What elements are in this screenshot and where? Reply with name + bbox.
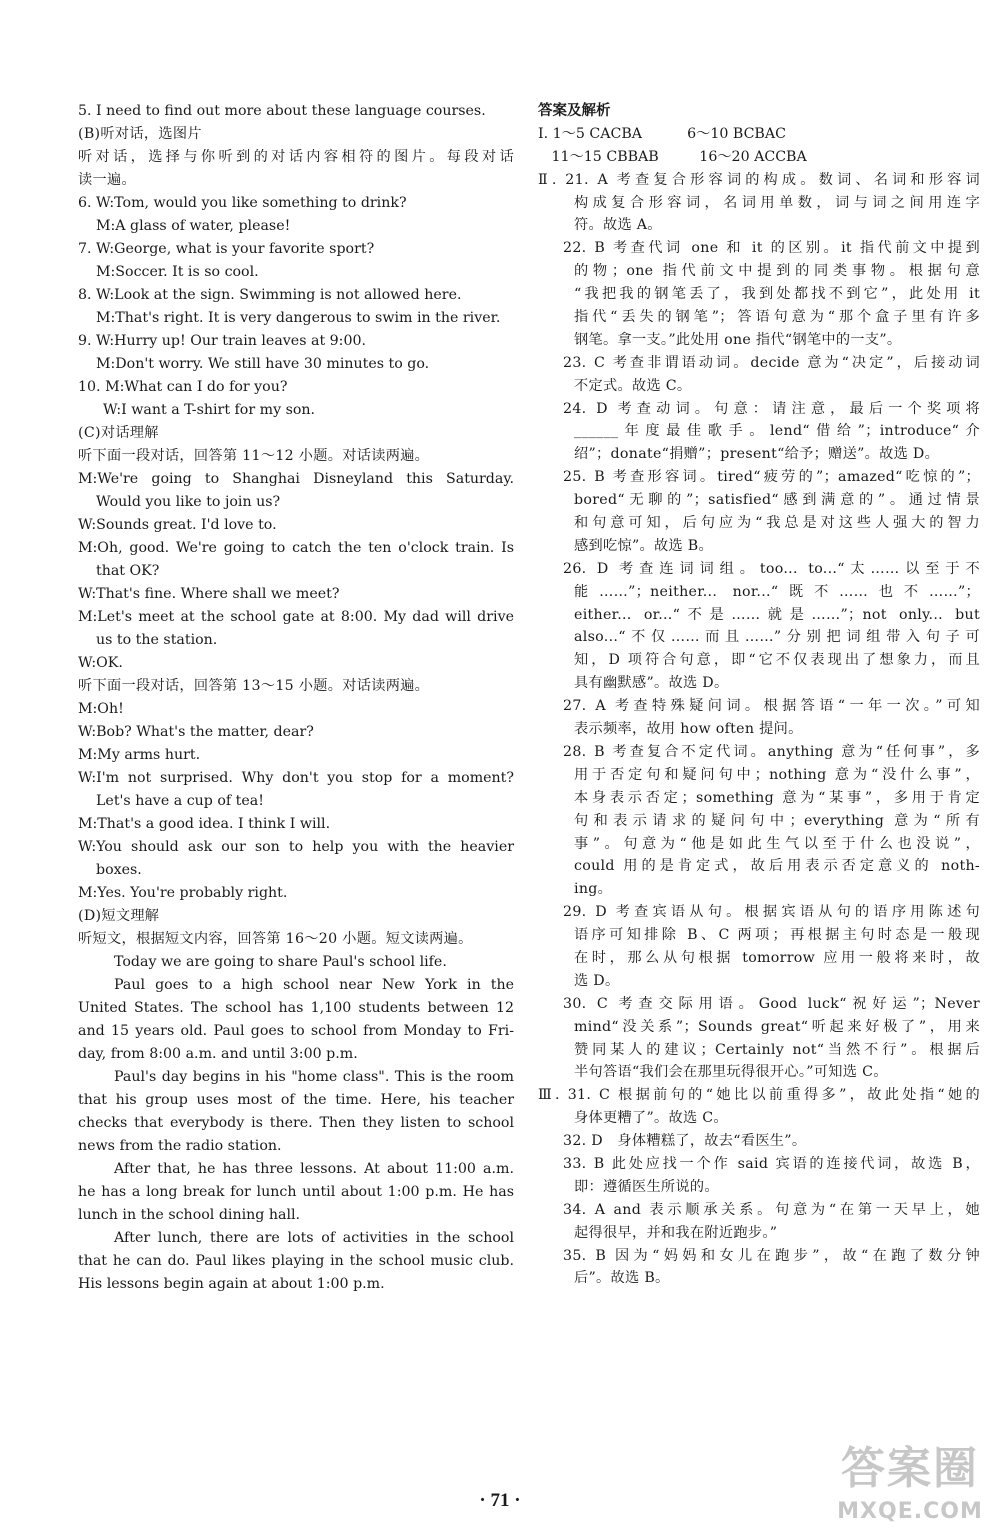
text-line: 事”。句意为“他是如此生气以至于什么也没说”，	[574, 835, 980, 852]
text-line: 能……”；neither... nor...“既不……也不……”；	[574, 583, 980, 600]
text-line: United States. The school has 1,100 students between 12	[78, 1000, 514, 1016]
text-line: checks that everybody is there. Then they listen to school	[78, 1115, 514, 1131]
text-line: 的物；one 指代前文中提到的同类事物。根据句意	[574, 263, 980, 280]
text-line: M:Oh!	[78, 701, 124, 717]
text-line: 8. W:Look at the sign. Swimming is not allowed here.	[78, 287, 462, 303]
text-line: 24. D 考查动词。句意：请注意，最后一个奖项将	[563, 400, 980, 417]
text-line: 具有幽默感”。故选 D。	[574, 675, 729, 692]
text-line: M:We're going to Shanghai Disneyland this Saturday.	[78, 471, 514, 487]
watermark-url-text: MXQE.COM	[837, 1499, 983, 1524]
text-line: W:I want a T-shirt for my son.	[103, 402, 316, 418]
text-line: also...“不仅……而且……”分别把词组带入句子可	[574, 629, 980, 646]
text-line: 23. C 考查非谓语动词。decide 意为“决定”，后接动词	[563, 354, 980, 371]
text-line: W:Bob? What's the matter, dear?	[78, 724, 314, 740]
text-line: Ⅰ. 1～5 CACBA 6～10 BCBAC	[538, 125, 786, 142]
text-line: bored“无聊的”；satisfied“感到满意的”。通过情景	[574, 492, 980, 509]
text-line: 绍”；donate“捐赠”；present“给予；赠送”。故选 D。	[574, 446, 940, 463]
text-line: 听短文，根据短文内容，回答第 16～20 小题。短文读两遍。	[78, 931, 473, 947]
text-line: 10. M:What can I do for you?	[78, 379, 288, 395]
text-line: and 15 years old. Paul goes to school from Monday to Fri-	[78, 1023, 514, 1039]
text-line: (D)短文理解	[78, 908, 160, 924]
text-line: boxes.	[96, 862, 142, 878]
text-line: M:A glass of water, please!	[96, 218, 291, 234]
text-line: M:Oh, good. We're going to catch the ten o'clock train. Is	[78, 540, 514, 556]
text-line: (B)听对话，选图片	[78, 126, 202, 142]
text-line: M:Yes. You're probably right.	[78, 885, 288, 901]
text-line: 22. B 考查代词 one 和 it 的区别。it 指代前文中提到	[563, 240, 980, 257]
text-line: he has a long break for lunch until about 1:00 p.m. He has	[78, 1184, 514, 1200]
text-line: 30. C 考查交际用语。Good luck“祝好运”；Never	[563, 995, 980, 1012]
text-line: 11～15 CBBAB 16～20 ACCBA	[538, 148, 807, 165]
text-line: 半句答语“我们会在那里玩得很开心。”可知选 C。	[574, 1064, 888, 1081]
text-line: 35. B 因为“妈妈和女儿在跑步”，故“在跑了数分钟	[563, 1247, 980, 1264]
text-line: Ⅱ. 21. A 考查复合形容词的构成。数词、名词和形容词	[538, 171, 980, 188]
text-line: ______年度最佳歌手。lend“借给”；introduce“介	[574, 423, 980, 440]
text-line: that OK?	[96, 563, 160, 579]
text-line: that his group uses most of the time. Here, his teacher	[78, 1092, 514, 1108]
text-line: 32. D 身体糟糕了，故去“看医生”。	[563, 1133, 807, 1150]
text-line: 选 D。	[574, 972, 620, 989]
text-line: news from the radio station.	[78, 1138, 282, 1154]
text-line: 和句意可知，后句应为“我总是对这些人强大的智力	[574, 515, 980, 532]
text-line: 句和表示请求的疑问句中；everything 意为“所有	[574, 812, 980, 829]
text-line: 28. B 考查复合不定代词。anything 意为“任何事”，多	[563, 743, 980, 760]
text-line: M:Don't worry. We still have 30 minutes to go.	[96, 356, 430, 372]
text-line: 构成复合形容词，名词用单数，词与词之间用连字	[574, 194, 980, 211]
text-line: W:I'm not surprised. Why don't you stop for a moment?	[78, 770, 514, 786]
text-line: 指代“丢失的钢笔”；答语句意为“那个盒子里有许多	[574, 309, 980, 326]
text-line: (C)对话理解	[78, 425, 159, 441]
text-line: W:Sounds great. I'd love to.	[78, 517, 277, 533]
text-line: lunch in the school dining hall.	[78, 1207, 301, 1223]
text-line: 听下面一段对话，回答第 11～12 小题。对话读两遍。	[78, 448, 430, 464]
text-line: 用于否定句和疑问句中；nothing 意为“没什么事”，	[574, 766, 980, 783]
text-line: 语序可知排除 B、C 两项；再根据主句时态是一般现	[574, 927, 980, 944]
text-line: 5. I need to find out more about these language courses.	[78, 103, 486, 119]
text-line: 感到吃惊”。故选 B。	[574, 537, 713, 554]
text-line: 钢笔。拿一支。”此处用 one 指代“钢笔中的一支”。	[574, 331, 902, 348]
text-line: Paul's day begins in his "home class". This is the room	[114, 1069, 514, 1085]
text-line: 听下面一段对话，回答第 13～15 小题。对话读两遍。	[78, 678, 430, 694]
text-line: ing。	[574, 881, 613, 898]
text-line: 27. A 考查特殊疑问词。根据答语“一年一次。”可知	[563, 698, 980, 715]
text-line: Ⅲ. 31. C 根据前句的“她比以前重得多”，故此处指“她的	[538, 1087, 980, 1104]
watermark-top-text: 答案圈	[841, 1443, 979, 1494]
text-line: mind“没关系”；Sounds great“听起来好极了”，用来	[574, 1018, 980, 1035]
text-line: After lunch, there are lots of activities in the school	[114, 1230, 514, 1246]
text-line: 读一遍。	[78, 172, 136, 188]
text-line: 符。故选 A。	[574, 217, 662, 234]
text-line: Paul goes to a high school near New York in the	[114, 977, 514, 993]
text-line: 知，D 项符合句意，即“它不仅表现出了想象力，而且	[574, 652, 980, 669]
text-line: 不定式。故选 C。	[574, 377, 692, 394]
text-line: M:Soccer. It is so cool.	[96, 264, 259, 280]
text-line: 6. W:Tom, would you like something to drink?	[78, 195, 407, 211]
text-line: 在时，那么从句根据 tomorrow 应用一般将来时，故	[574, 949, 980, 966]
text-line: 听对话，选择与你听到的对话内容相符的图片。每段对话	[78, 149, 514, 165]
text-line: either... or...“不是……就是……”；not only... but	[574, 606, 980, 623]
text-line: M:My arms hurt.	[78, 747, 201, 763]
text-line: 本身表示否定；something 意为“某事”，多用于肯定	[574, 789, 980, 806]
text-line: After that, he has three lessons. At about 11:00 a.m.	[114, 1161, 514, 1177]
text-line: 即：遵循医生所说的。	[574, 1178, 719, 1195]
text-line: 25. B 考查形容词。tired“疲劳的”；amazed“吃惊的”；	[563, 469, 980, 486]
text-line: 33. B 此处应找一个作 said 宾语的连接代词，故选 B，	[563, 1155, 980, 1172]
text-line: 7. W:George, what is your favorite sport?	[78, 241, 375, 257]
text-line: M:That's right. It is very dangerous to swim in the river.	[96, 310, 501, 326]
text-line: Would you like to join us?	[96, 494, 281, 510]
text-line: 赞同某人的建议；Certainly not“当然不行”。根据后	[574, 1041, 980, 1058]
text-line: 起得很早，并和我在附近跑步。”	[574, 1224, 778, 1241]
left-column	[78, 100, 514, 1296]
text-line: W:OK.	[78, 655, 123, 671]
text-line: 9. W:Hurry up! Our train leaves at 9:00.	[78, 333, 367, 349]
text-line: M:Let's meet at the school gate at 8:00. My dad will drive	[78, 609, 514, 625]
text-line: that he can do. Paul likes playing in the school music club.	[78, 1253, 514, 1269]
text-line: M:That's a good idea. I think I will.	[78, 816, 331, 832]
text-line: 34. A and 表示顺承关系。句意为“在第一天早上，她	[563, 1201, 980, 1218]
text-line: 26. D 考查连词词组。too... to...“太……以至于不	[563, 560, 980, 577]
text-line: 身体更糟了”。故选 C。	[574, 1110, 728, 1127]
text-line: W:That's fine. Where shall we meet?	[78, 586, 340, 602]
text-line: 答案及解析	[538, 103, 611, 119]
text-line: 后”。故选 B。	[574, 1270, 670, 1287]
text-line: could 用的是肯定式，故后用表示否定意义的 noth-	[574, 858, 980, 875]
text-line: day, from 8:00 a.m. and until 3:00 p.m.	[78, 1046, 358, 1062]
text-line: us to the station.	[96, 632, 218, 648]
text-line: His lessons begin again at about 1:00 p.m.	[78, 1276, 385, 1292]
page-number: · 71 ·	[479, 1490, 521, 1511]
text-line: W:You should ask our son to help you with the heavier	[78, 839, 514, 855]
right-column	[538, 100, 980, 1290]
text-line: Let's have a cup of tea!	[96, 793, 264, 809]
watermark-logo	[830, 1440, 990, 1530]
text-line: “我把我的钢笔丢了，我到处都找不到它”，此处用 it	[574, 286, 980, 303]
text-line: Today we are going to share Paul's school life.	[114, 954, 447, 970]
text-line: 表示频率，故用 how often 提问。	[574, 721, 803, 738]
text-line: 29. D 考查宾语从句。根据宾语从句的语序用陈述句	[563, 904, 980, 921]
